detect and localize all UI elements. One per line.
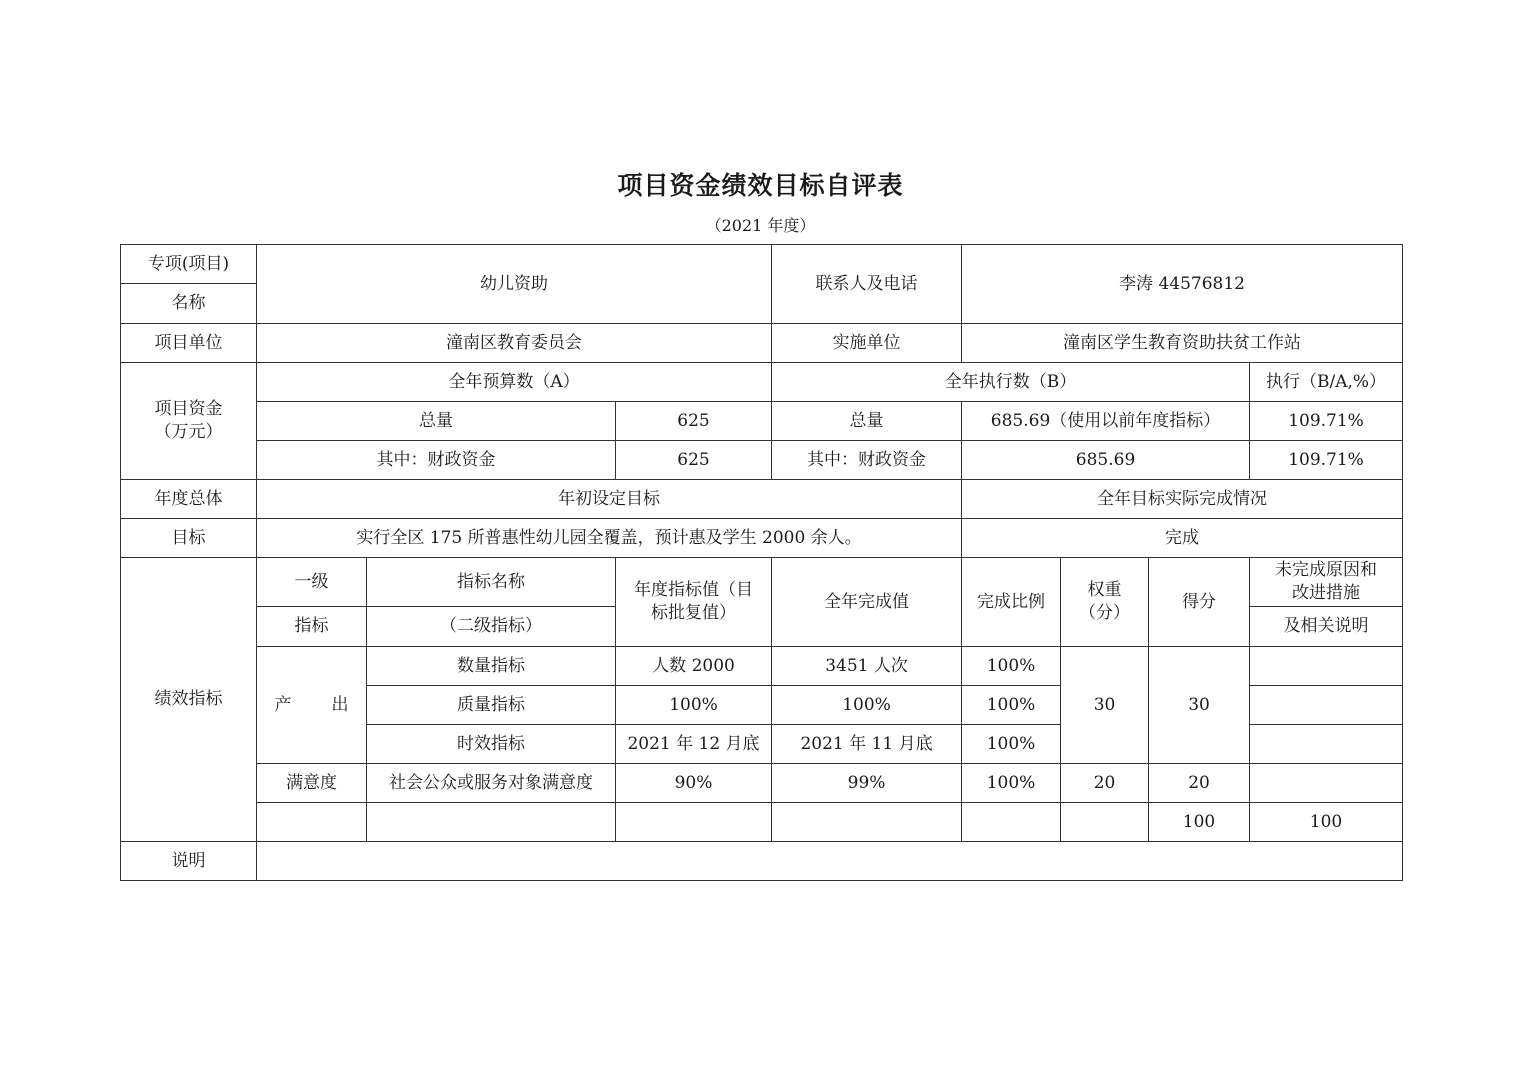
funds-label [121,363,257,480]
output-row-target: 人数 2000 [616,647,772,686]
contact-label: 联系人及电话 [772,245,962,324]
weight-header-line2: （分） [1079,603,1131,623]
total-weight: 100 [1149,803,1250,842]
exec-fiscal-label: 其中：财政资金 [772,441,962,480]
satisfaction-target: 90% [616,764,772,803]
satisfaction-ratio: 100% [962,764,1061,803]
indicator-name-header-2: （二级指标） [367,607,616,647]
ratio-header: 完成比例 [962,558,1061,647]
reason-header [1250,558,1403,607]
output-row-completed: 2021 年 11 月底 [772,725,962,764]
actual-completion-value: 完成 [962,519,1403,558]
total-score: 100 [1250,803,1403,842]
score-header: 得分 [1149,558,1250,647]
initial-target-header: 年初设定目标 [257,480,962,519]
output-row-ratio: 100% [962,647,1061,686]
output-row-name: 质量指标 [367,686,616,725]
level1-header: 一级 [257,558,367,607]
level1-header-2: 指标 [257,607,367,647]
weight-header [1061,558,1149,647]
output-row-ratio: 100% [962,686,1061,725]
project-name-value: 幼儿资助 [257,245,772,324]
exec-header: 全年执行数（B） [772,363,1250,402]
notes-value [257,842,1403,881]
total-ratio-cell [1061,803,1149,842]
completed-header: 全年完成值 [772,558,962,647]
output-level1 [257,647,367,764]
output-row-reason [1250,647,1403,686]
performance-label: 绩效指标 [121,558,257,842]
output-row-reason [1250,725,1403,764]
output-label-a: 产 [274,694,292,715]
impl-unit-label: 实施单位 [772,324,962,363]
target-header-line1: 年度指标值（目 [634,580,754,600]
funds-label-line1: 项目资金 [154,399,223,419]
overall-label-2: 目标 [121,519,257,558]
impl-unit-value: 潼南区学生教育资助扶贫工作站 [962,324,1403,363]
project-name-label-2: 名称 [121,284,257,324]
initial-target-value: 实行全区 175 所普惠性幼儿园全覆盖，预计惠及学生 2000 余人。 [257,519,962,558]
output-row-target: 100% [616,686,772,725]
rate-total-value: 109.71% [1250,402,1403,441]
project-unit-label: 项目单位 [121,324,257,363]
total-name-cell [616,803,772,842]
satisfaction-completed: 99% [772,764,962,803]
total-label-cell [257,803,367,842]
output-score: 30 [1149,647,1250,764]
funds-label-line2: （万元） [154,422,223,442]
budget-total-value: 625 [616,402,772,441]
target-header [616,558,772,647]
total-completed-cell [962,803,1061,842]
satisfaction-score: 20 [1149,764,1250,803]
output-row-completed: 100% [772,686,962,725]
indicator-name-header: 指标名称 [367,558,616,607]
total-target-cell [772,803,962,842]
output-row-completed: 3451 人次 [772,647,962,686]
overall-label: 年度总体 [121,480,257,519]
page-title: 项目资金绩效目标自评表 [617,171,904,200]
budget-fiscal-value: 625 [616,441,772,480]
output-label-b: 出 [331,694,349,715]
reason-header-line1: 未完成原因和 [1275,560,1378,580]
rate-header: 执行（B/A,%） [1250,363,1403,402]
exec-fiscal-value: 685.69 [962,441,1250,480]
output-row-target: 2021 年 12 月底 [616,725,772,764]
satisfaction-name: 社会公众或服务对象满意度 [367,764,616,803]
budget-total-label: 总量 [257,402,616,441]
project-unit-value: 潼南区教育委员会 [257,324,772,363]
reason-header-line2: 改进措施 [1292,583,1361,603]
actual-completion-header: 全年目标实际完成情况 [962,480,1403,519]
evaluation-table [120,244,1403,881]
output-row-name: 时效指标 [367,725,616,764]
satisfaction-level1: 满意度 [257,764,367,803]
contact-value: 李涛 44576812 [962,245,1403,324]
exec-total-value: 685.69（使用以前年度指标） [962,402,1250,441]
notes-label: 说明 [121,842,257,881]
exec-total-label: 总量 [772,402,962,441]
page-subtitle: （2021 年度） [705,216,816,235]
satisfaction-reason [1250,764,1403,803]
satisfaction-weight: 20 [1061,764,1149,803]
output-row-reason [1250,686,1403,725]
reason-header-3: 及相关说明 [1250,607,1403,647]
total-level1-cell [367,803,616,842]
budget-fiscal-label: 其中：财政资金 [257,441,616,480]
project-name-label: 专项(项目) [121,245,257,284]
weight-header-line1: 权重 [1087,580,1122,600]
budget-header: 全年预算数（A） [257,363,772,402]
target-header-line2: 标批复值） [651,603,737,623]
output-row-name: 数量指标 [367,647,616,686]
output-weight: 30 [1061,647,1149,764]
output-row-ratio: 100% [962,725,1061,764]
rate-fiscal-value: 109.71% [1250,441,1403,480]
